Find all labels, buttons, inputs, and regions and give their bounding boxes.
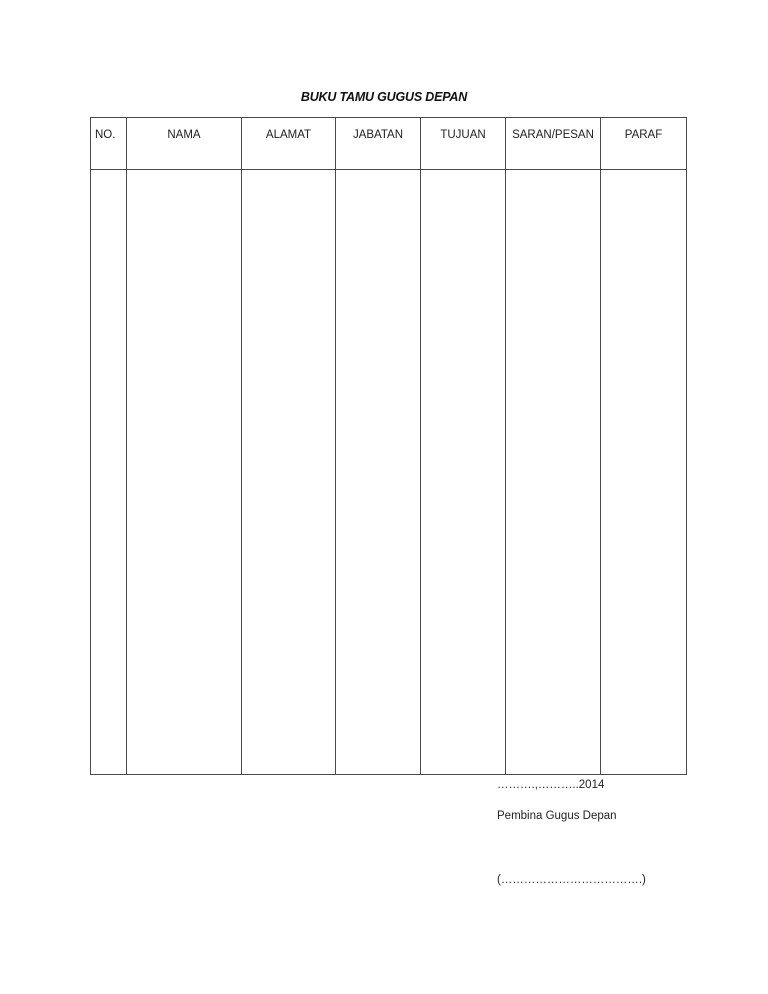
signature-place-date: ……….,………..2014 [497, 779, 605, 791]
signature-role: Pembina Gugus Depan [497, 810, 617, 822]
cell-paraf [601, 170, 687, 775]
table-row [91, 170, 687, 775]
header-no: NO. [91, 118, 127, 170]
cell-nama [127, 170, 242, 775]
header-nama: NAMA [127, 118, 242, 170]
cell-alamat [242, 170, 336, 775]
signature-name-placeholder: (……………………………….) [497, 874, 646, 886]
header-paraf: PARAF [601, 118, 687, 170]
guest-book-table [90, 117, 687, 775]
cell-jabatan [336, 170, 421, 775]
header-tujuan: TUJUAN [421, 118, 506, 170]
header-jabatan: JABATAN [336, 118, 421, 170]
cell-no [91, 170, 127, 775]
header-saran-pesan: SARAN/PESAN [506, 118, 601, 170]
header-alamat: ALAMAT [242, 118, 336, 170]
cell-tujuan [421, 170, 506, 775]
cell-saran-pesan [506, 170, 601, 775]
table-header-row [91, 118, 687, 170]
document-title: BUKU TAMU GUGUS DEPAN [300, 90, 468, 104]
